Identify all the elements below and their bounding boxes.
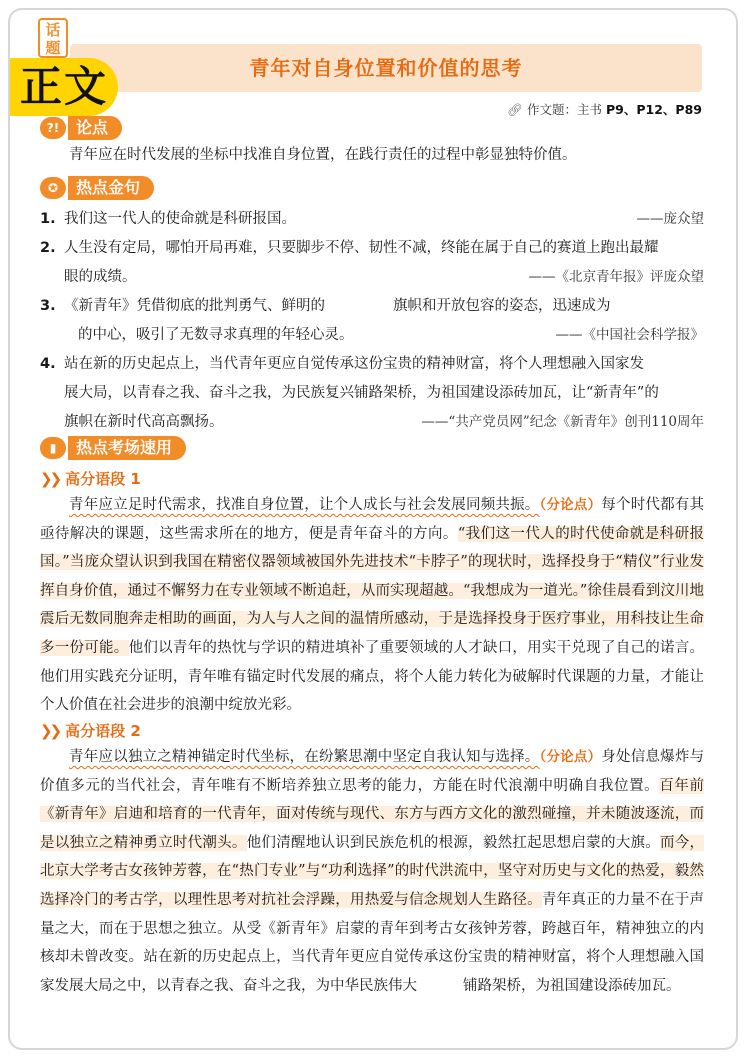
quote-source: ——《北京青年报》评庞众望 <box>528 269 704 285</box>
paragraph-2-heading <box>40 720 141 742</box>
quote-source: ——庞众望 <box>636 211 704 227</box>
quote-source: ——《中国社会科学报》 <box>555 327 704 343</box>
sub-argument: 青年应以独立之精神锚定时代坐标，在纷繁思潮中坚定自我认知与选择。 <box>69 749 540 765</box>
paragraph-1-heading-text: 高分语段 1 <box>65 470 141 488</box>
quote-text: 人生没有定局，哪怕开局再难，只要脚步不停、韧性不减，终能在属于自己的赛道上跑出最耀 <box>64 240 659 256</box>
quote-item <box>40 234 704 263</box>
paragraph-text: 他们以青年的热忱与学识的精进填补了重要领域的人才缺口，用实干兑现了自己的诺言。他们用实践充分证明，青年唯有锚定时代发展的痛点，将个人能力转化为破解时代课题的力量，才能让个人价值在社会进步的浪潮中绽放光彩。 <box>40 639 705 714</box>
paragraph-1-heading <box>40 468 141 490</box>
quote-number: 4. <box>40 356 56 372</box>
quote-text: 《新青年》凭借彻底的批判勇气、鲜明的 <box>64 298 325 314</box>
corner-label: 正文 <box>10 58 118 116</box>
paragraph-text: 身处信息爆炸与价值多元的当代社会，青年唯有不断培养独立思考的能力，方能在时代浪潮中明确自我位置。 <box>40 749 705 794</box>
paragraph-text: 青年真正的力量不在于声量之大，而在于思想之独立。从受《新青年》启蒙的青年到考古女孩钟芳蓉，跨越百年，精神独立的内核却未曾改变。站在新的历史起点上，当代青年更应自觉传承这份宝贵的精神财富，将个人理想融入国家发展大局之中，以青春之我、奋斗之我，为中华民族伟大 <box>40 891 705 994</box>
quote-number: 1. <box>40 211 56 227</box>
highlighted-example: 百年前《新青年》启迪和培育的一代青年，面对传统与现代、东方与西方文化的激烈碰撞，并未随波逐流，而是以独立之精神勇立时代潮头。 <box>40 777 705 851</box>
highlighted-example: “我想成为一道光。”徐佳晨看到汶川地震后无数同胞奔走相助的画面，为人与人之间的温情所感动，于是选择投身于医疗事业，用科技让生命多一份可能。 <box>40 582 705 656</box>
quote-text: 展大局，以青春之我、奋斗之我，为民族复兴铺路架桥，为祖国建设添砖加瓦，让“新青年”的 <box>64 385 659 401</box>
section-lundian-label: 论点 <box>68 116 122 140</box>
award-icon: ✪ <box>40 177 66 199</box>
paragraph-2 <box>40 743 704 1000</box>
quote-source: ——“共产党员网”纪念《新青年》创刊110周年 <box>421 414 704 430</box>
topic-tab-char-1: 话 <box>45 21 61 39</box>
quote-text: 眼的成绩。 <box>64 269 137 285</box>
quote-text: 旗帜和开放包容的姿态，迅速成为 <box>393 298 611 314</box>
quote-item-continued <box>40 408 704 437</box>
link-icon: 🔗︎ <box>507 102 524 117</box>
section-kaochang-label: 热点考场速用 <box>68 436 186 460</box>
quote-item-continued <box>40 379 704 408</box>
section-jinju-label: 热点金句 <box>68 176 154 200</box>
bookmark-icon: ▮ <box>40 437 66 459</box>
section-kaochang <box>40 436 186 460</box>
quote-item <box>40 205 704 234</box>
sub-argument: 青年应立足时代需求，找准自身位置，让个人成长与社会发展同频共振。 <box>69 497 540 513</box>
section-lundian <box>40 116 122 140</box>
paragraph-text: 每个时代都有其亟待解决的课题，这些需求所在的地方，便是青年奋斗的方向。 <box>40 497 705 542</box>
quote-text: 旗帜在新时代高高飘扬。 <box>64 414 224 430</box>
double-chevron-icon: ❯❯ <box>40 722 60 740</box>
double-chevron-icon: ❯❯ <box>40 470 60 488</box>
quote-item <box>40 350 704 379</box>
quote-number: 2. <box>40 240 56 256</box>
topic-tab-char-2: 题 <box>45 39 61 57</box>
quote-text: 的中心，吸引了无数寻求真理的年轻心灵。 <box>78 327 354 343</box>
highlighted-example: “我们这一代人的时代使命就是科研报国。”当庞众望认识到我国在精密仪器领域被国外先进技术“卡脖子”的现状时，选择投身于“精仪”行业发挥自身价值，通过不懈努力在专业领域不断追赶，从而实现超越。 <box>40 525 704 599</box>
paragraph-2-heading-text: 高分语段 2 <box>65 722 141 740</box>
paragraph-text: 铺路架桥，为祖国建设添砖加瓦。 <box>463 977 681 994</box>
quote-list <box>40 205 704 437</box>
quote-text: 我们这一代人的使命就是科研报国。 <box>64 211 296 227</box>
reference-pages: P9、P12、P89 <box>606 102 702 117</box>
page-title: 青年对自身位置和价值的思考 <box>70 44 702 92</box>
quote-text: 站在新的历史起点上，当代青年更应自觉传承这份宝贵的精神财富，将个人理想融入国家发 <box>64 356 644 372</box>
paragraph-1 <box>40 491 704 720</box>
sub-argument-tag: （分论点） <box>539 497 602 513</box>
highlighted-example: 而今，北京大学考古女孩钟芳蓉，在“热门专业”与“功利选择”的时代洪流中，坚守对历史与文化的热爱，毅然选择冷门的考古学，以理性思考对抗社会浮躁，用热爱与信念规划人生路径。 <box>40 834 705 908</box>
section-jinju <box>40 176 154 200</box>
quote-item-continued <box>40 321 704 350</box>
quote-number: 3. <box>40 298 56 314</box>
thesis-text: 青年应在时代发展的坐标中找准自身位置，在践行责任的过程中彰显独特价值。 <box>69 147 577 163</box>
quote-item <box>40 292 704 321</box>
quote-item-continued <box>40 263 704 292</box>
sub-argument-tag: （分论点） <box>539 749 602 765</box>
paragraph-text: 他们清醒地认识到民族危机的根源，毅然扛起思想启蒙的大旗。 <box>246 834 660 851</box>
argument-icon: ?! <box>40 117 66 139</box>
reference-line <box>507 100 702 118</box>
reference-prefix: 作文题：主书 <box>527 102 603 117</box>
topic-tab <box>38 18 68 58</box>
